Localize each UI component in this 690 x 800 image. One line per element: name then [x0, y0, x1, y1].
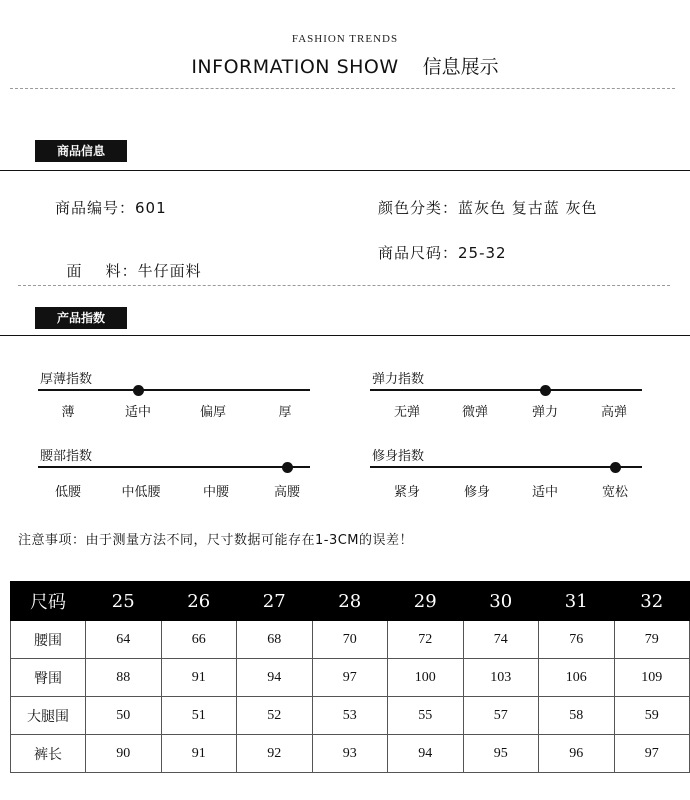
- waist-index-track: [38, 466, 310, 468]
- measurement-value: 74: [463, 621, 539, 659]
- measurement-value: 72: [388, 621, 464, 659]
- product-info-tag: 商品信息: [35, 140, 127, 162]
- table-row: [11, 735, 690, 773]
- page-title: [0, 52, 690, 79]
- measurement-value: 97: [614, 735, 690, 773]
- size-range-value: 25-32: [458, 244, 507, 262]
- measurement-value: 58: [539, 697, 615, 735]
- table-row: [11, 659, 690, 697]
- fit-index-option: 宽松: [601, 485, 628, 500]
- color-value: 蓝灰色 复古蓝 灰色: [458, 199, 598, 217]
- size-range-row: [378, 242, 507, 263]
- elasticity-index-option: 高弹: [600, 405, 627, 420]
- elasticity-index-option: 弹力: [531, 405, 558, 420]
- elasticity-index-option: 无弹: [393, 405, 420, 420]
- fabric-row: [55, 242, 202, 281]
- measurement-value: 97: [312, 659, 388, 697]
- item-number-row: [55, 197, 167, 218]
- size-header-cell: 32: [614, 582, 690, 621]
- fabric-label: 面 料：: [66, 262, 138, 280]
- measurement-value: 70: [312, 621, 388, 659]
- measurement-value: 79: [614, 621, 690, 659]
- measurement-value: 91: [161, 659, 237, 697]
- measurement-label: 裤长: [11, 735, 86, 773]
- measurement-value: 50: [86, 697, 162, 735]
- waist-index-option: 中低腰: [121, 485, 161, 500]
- notice-text: 注意事项：由于测量方法不同，尺寸数据可能存在1-3CM的误差！: [18, 533, 414, 548]
- measurement-value: 109: [614, 659, 690, 697]
- measurement-value: 96: [539, 735, 615, 773]
- fit-index-marker: [610, 462, 621, 473]
- thickness-index-option: 薄: [61, 405, 75, 420]
- measurement-value: 100: [388, 659, 464, 697]
- size-header-cell: 31: [539, 582, 615, 621]
- thickness-index-title: 厚薄指数: [40, 372, 93, 387]
- waist-index-option: 中腰: [202, 485, 229, 500]
- measurement-value: 94: [237, 659, 313, 697]
- color-row: [378, 197, 598, 218]
- measurement-value: 95: [463, 735, 539, 773]
- size-header-cell: 28: [312, 582, 388, 621]
- measurement-value: 93: [312, 735, 388, 773]
- size-header-cell: 26: [161, 582, 237, 621]
- table-row: [11, 621, 690, 659]
- thickness-index-option: 厚: [278, 405, 292, 420]
- size-header-cell: 25: [86, 582, 162, 621]
- measurement-value: 76: [539, 621, 615, 659]
- measurement-value: 94: [388, 735, 464, 773]
- title-chinese: 信息展示: [422, 56, 499, 78]
- table-row: [11, 697, 690, 735]
- waist-index-title: 腰部指数: [40, 449, 93, 464]
- measurement-value: 88: [86, 659, 162, 697]
- header-divider: [10, 88, 675, 89]
- measurement-value: 103: [463, 659, 539, 697]
- info-divider: [18, 285, 670, 286]
- elasticity-index-marker: [540, 385, 551, 396]
- product-info-rule: [0, 170, 690, 171]
- fit-index-title: 修身指数: [372, 449, 425, 464]
- elasticity-index-option: 微弹: [461, 405, 488, 420]
- measurement-value: 55: [388, 697, 464, 735]
- elasticity-index-track: [370, 389, 642, 391]
- item-number-value: 601: [135, 199, 167, 217]
- header-subtitle: FASHION TRENDS: [291, 33, 399, 45]
- measurement-label: 臀围: [11, 659, 86, 697]
- measurement-value: 57: [463, 697, 539, 735]
- waist-index-option: 高腰: [273, 485, 300, 500]
- measurement-value: 51: [161, 697, 237, 735]
- color-label: 颜色分类：: [378, 199, 459, 217]
- thickness-index-option: 偏厚: [199, 405, 226, 420]
- measurement-value: 66: [161, 621, 237, 659]
- size-range-label: 商品尺码：: [378, 244, 459, 262]
- measurement-value: 53: [312, 697, 388, 735]
- measurement-value: 59: [614, 697, 690, 735]
- fabric-value: 牛仔面料: [137, 262, 202, 280]
- waist-index-marker: [282, 462, 293, 473]
- title-english: INFORMATION SHOW: [191, 56, 399, 78]
- measurement-label: 大腿围: [11, 697, 86, 735]
- size-header-cell: 27: [237, 582, 313, 621]
- waist-index-option: 低腰: [54, 485, 81, 500]
- fit-index-option: 紧身: [393, 485, 420, 500]
- measurement-value: 90: [86, 735, 162, 773]
- size-header-cell: 29: [388, 582, 464, 621]
- measurement-value: 64: [86, 621, 162, 659]
- fit-index-track: [370, 466, 642, 468]
- size-table: [10, 581, 690, 773]
- size-table-header: [11, 582, 690, 621]
- measurement-value: 92: [237, 735, 313, 773]
- measurement-label: 腰围: [11, 621, 86, 659]
- fit-index-option: 修身: [463, 485, 490, 500]
- measurement-value: 91: [161, 735, 237, 773]
- measurement-value: 68: [237, 621, 313, 659]
- thickness-index-marker: [133, 385, 144, 396]
- product-index-tag: 产品指数: [35, 307, 127, 329]
- measurement-value: 52: [237, 697, 313, 735]
- size-header-label: 尺码: [11, 582, 86, 621]
- item-number-label: 商品编号：: [55, 199, 136, 217]
- thickness-index-track: [38, 389, 310, 391]
- elasticity-index-title: 弹力指数: [372, 372, 425, 387]
- size-header-cell: 30: [463, 582, 539, 621]
- thickness-index-option: 适中: [124, 405, 151, 420]
- product-index-rule: [0, 335, 690, 336]
- measurement-value: 106: [539, 659, 615, 697]
- fit-index-option: 适中: [531, 485, 558, 500]
